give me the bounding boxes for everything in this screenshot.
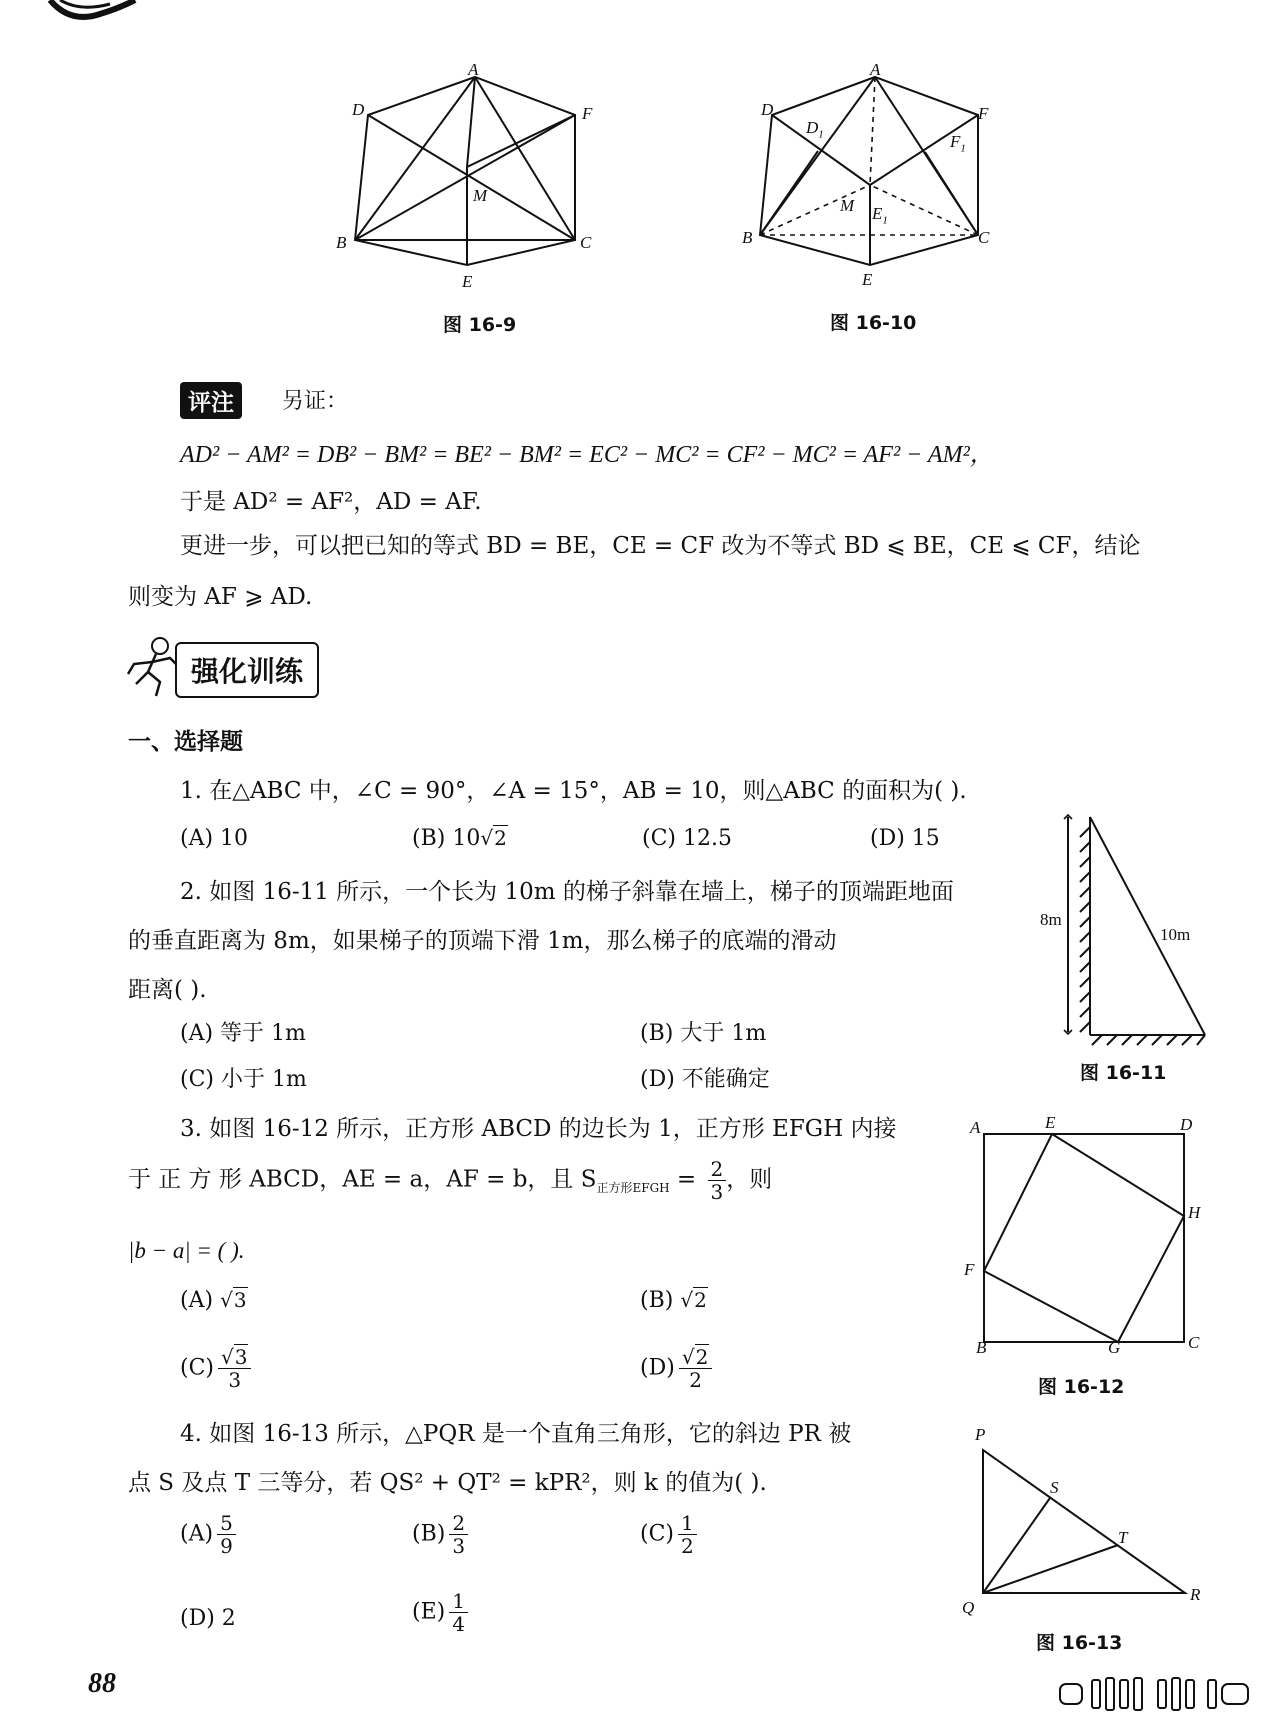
remark-conclusion: 于是 AD² = AF²，AD = AF. bbox=[180, 489, 482, 515]
question-2-line2: 的垂直距离为 8m，如果梯子的顶端下滑 1m，那么梯子的底端的滑动 bbox=[128, 928, 837, 954]
q3-option-d: (D) $\frac{√2}{2}$ bbox=[640, 1346, 712, 1391]
point-label: T bbox=[1118, 1528, 1128, 1547]
q4-option-d: (D) 2 bbox=[180, 1606, 236, 1631]
question-1: 1. 在△ABC 中，∠C = 90°，∠A = 15°，AB = 10，则△ABC 的面积为( ). bbox=[180, 778, 967, 804]
figure-caption: 图 16-13 bbox=[1036, 1632, 1123, 1654]
figure-16-12 bbox=[970, 1120, 1200, 1360]
question-2-line3: 距离( ). bbox=[128, 977, 207, 1003]
point-label: S bbox=[1050, 1478, 1059, 1497]
question-3: 3. 如图 16-12 所示，正方形 ABCD 的边长为 1，正方形 EFGH 内接 bbox=[180, 1116, 897, 1142]
q1-option-b: (B) 10√2 bbox=[412, 826, 507, 851]
question-3-line3: |b − a| = ( ). bbox=[128, 1238, 245, 1263]
figure-16-10 bbox=[740, 55, 1010, 295]
point-label: E bbox=[862, 270, 873, 289]
point-label: B bbox=[336, 233, 347, 252]
point-label: $D_1$ bbox=[806, 118, 824, 141]
q3-option-c: (C) $\frac{√3}{3}$ bbox=[180, 1346, 251, 1391]
figure-16-13 bbox=[965, 1440, 1195, 1610]
label-hypotenuse: 10m bbox=[1160, 925, 1191, 944]
question-4-line2: 点 S 及点 T 三等分，若 QS² + QT² = kPR²，则 k 的值为( ). bbox=[128, 1470, 767, 1496]
point-label: E bbox=[1045, 1113, 1056, 1132]
section-header: 强化训练 bbox=[175, 642, 319, 698]
remark-equation: AD² − AM² = DB² − BM² = BE² − BM² = EC² − MC² = CF² − MC² = AF² − AM²， bbox=[180, 442, 994, 468]
question-4: 4. 如图 16-13 所示，△PQR 是一个直角三角形，它的斜边 PR 被 bbox=[180, 1421, 852, 1447]
remark-extension: 更进一步，可以把已知的等式 BD = BE，CE = CF 改为不等式 BD ⩽ BE，CE ⩽ CF，结论 bbox=[180, 533, 1141, 559]
point-label: F bbox=[582, 104, 593, 123]
q2-option-a: (A) 等于 1m bbox=[180, 1021, 306, 1046]
figure-caption: 图 16-11 bbox=[1080, 1062, 1167, 1084]
q4-option-a: (A) $\frac{5}{9}$ bbox=[180, 1512, 236, 1557]
point-label: D bbox=[761, 100, 774, 119]
point-label: P bbox=[975, 1425, 986, 1444]
q1-option-a: (A) 10 bbox=[180, 826, 249, 851]
page-number: 88 bbox=[88, 1668, 116, 1699]
question-3-line2: 于 正 方 形 ABCD，AE = a，AF = b，且 $S_{正方形EFGH}$ = $\frac{2}{3}$ ，则 bbox=[128, 1157, 773, 1204]
point-label: D bbox=[352, 100, 365, 119]
q3-option-b: (B) √2 bbox=[640, 1288, 707, 1313]
point-label: $F_1$ bbox=[950, 132, 966, 155]
point-label: A bbox=[870, 60, 881, 79]
q1-option-c: (C) 12.5 bbox=[642, 826, 732, 851]
point-label: G bbox=[1108, 1338, 1121, 1357]
q1-option-d: (D) 15 bbox=[870, 826, 940, 851]
label-height: 8m bbox=[1040, 910, 1062, 929]
point-label: H bbox=[1188, 1203, 1201, 1222]
q2-option-d: (D) 不能确定 bbox=[640, 1067, 770, 1092]
figure-caption: 图 16-10 bbox=[830, 312, 917, 334]
point-label: A bbox=[970, 1118, 981, 1137]
remark-badge: 评注 bbox=[180, 382, 242, 419]
point-label: F bbox=[964, 1260, 975, 1279]
point-label: A bbox=[468, 60, 479, 79]
remark-extension-cont: 则变为 AF ⩾ AD. bbox=[128, 584, 313, 610]
point-label: $E_1$ bbox=[872, 204, 888, 227]
q2-option-c: (C) 小于 1m bbox=[180, 1067, 307, 1092]
point-label: B bbox=[976, 1338, 987, 1357]
q4-option-b: (B) $\frac{2}{3}$ bbox=[412, 1512, 468, 1557]
point-label: B bbox=[742, 228, 753, 247]
q2-option-b: (B) 大于 1m bbox=[640, 1021, 767, 1046]
figure-caption: 图 16-12 bbox=[1038, 1376, 1125, 1398]
watermark-bars-icon bbox=[1058, 1676, 1254, 1712]
figure-caption: 图 16-9 bbox=[443, 314, 517, 336]
q3-option-a: (A) √3 bbox=[180, 1288, 247, 1313]
point-label: C bbox=[580, 233, 592, 252]
point-label: F bbox=[978, 104, 989, 123]
figure-16-9 bbox=[330, 55, 600, 295]
point-label: M bbox=[840, 196, 855, 215]
q4-option-c: (C) $\frac{1}{2}$ bbox=[640, 1512, 697, 1557]
corner-decoration-icon bbox=[40, 0, 140, 28]
point-label: Q bbox=[962, 1598, 975, 1617]
question-2: 2. 如图 16-11 所示，一个长为 10m 的梯子斜靠在墙上，梯子的顶端距地面 bbox=[180, 879, 954, 905]
running-figure-icon bbox=[126, 636, 182, 698]
point-label: M bbox=[473, 186, 488, 205]
remark-intro: 另证： bbox=[282, 389, 349, 414]
point-label: D bbox=[1180, 1115, 1193, 1134]
point-label: C bbox=[978, 228, 990, 247]
point-label: E bbox=[462, 272, 473, 291]
q4-option-e: (E) $\frac{1}{4}$ bbox=[412, 1590, 468, 1635]
point-label: R bbox=[1190, 1585, 1201, 1604]
point-label: C bbox=[1188, 1333, 1200, 1352]
subsection-title: 一、选择题 bbox=[128, 729, 243, 755]
